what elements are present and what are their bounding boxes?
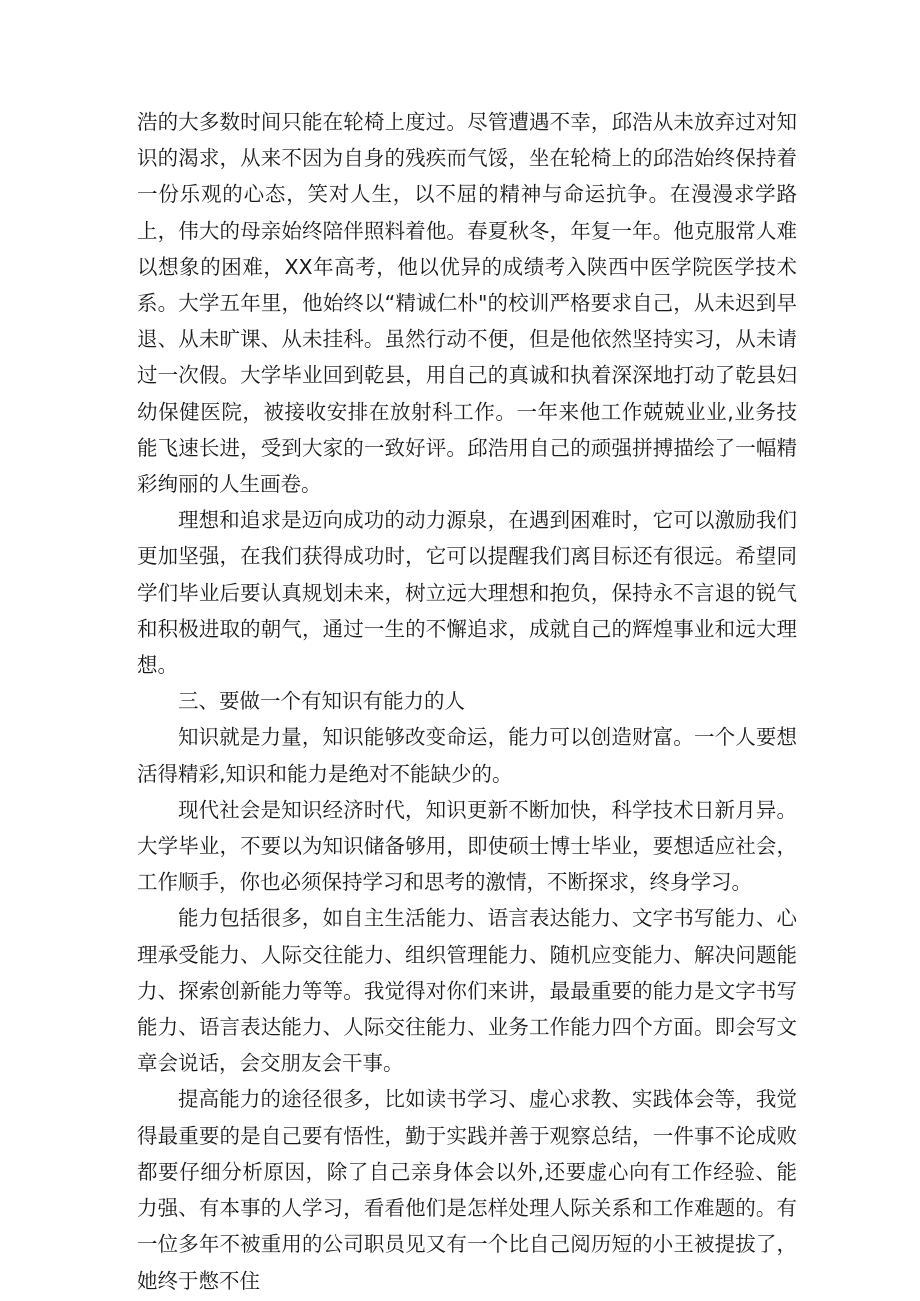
document-body	[137, 104, 797, 1299]
paragraph-knowledge: 知识就是力量，知识能够改变命运，能力可以创造财富。一个人要想活得精彩,知识和能力是绝对不能缺少的。	[137, 725, 797, 786]
paragraph-ideals: 理想和追求是迈向成功的动力源泉，在遇到困难时，它可以激励我们更加坚强，在我们获得成功时，它可以提醒我们离目标还有很远。希望同学们毕业后要认真规划未来，树立远大理想和抱负，保持永不言退的锐气和积极进取的朝气，通过一生的不懈追求，成就自己的辉煌事业和远大理想。	[137, 508, 797, 678]
section-heading: 三、要做一个有知识有能力的人	[178, 689, 465, 714]
paragraph-abilities: 能力包括很多，如自主生活能力、语言表达能力、文字书写能力、心理承受能力、人际交往能力、组织管理能力、随机应变能力、解决问题能力、探索创新能力等等。我觉得对你们来讲，最最重要的能力是文字书写能力、语言表达能力、人际交往能力、业务工作能力四个方面。即会写文章会说话，会交朋友会干事。	[137, 906, 797, 1076]
paragraph-improve-ability: 提高能力的途径很多，比如读书学习、虚心求教、实践体会等，我觉得最重要的是自己要有悟性，勤于实践并善于观察总结，一件事不论成败都要仔细分析原因，除了自己亲身体会以外,还要虚心向有工作经验、能力强、有本事的人学习，看看他们是怎样处理人际关系和工作难题的。有一位多年不被重用的公司职员见又有一个比自己阅历短的小王被提拔了，她终于憋不住	[137, 1087, 797, 1293]
paragraph-modern-society: 现代社会是知识经济时代，知识更新不断加快，科学技术日新月异。大学毕业，不要以为知识储备够用，即使硕士博士毕业，要想适应社会，工作顺手，你也必须保持学习和思考的激情，不断探求，终身学习。	[137, 797, 797, 895]
paragraph-continuation: 浩的大多数时间只能在轮椅上度过。尽管遭遇不幸，邱浩从未放弃过对知识的渴求，从来不因为自身的残疾而气馁，坐在轮椅上的邱浩始终保持着一份乐观的心态，笑对人生，以不屈的精神与命运抗争。在漫漫求学路上，伟大的母亲始终陪伴照料着他。春夏秋冬，年复一年。他克服常人难以想象的困难，XX年高考，他以优异的成绩考入陕西中医学院医学技术系。大学五年里，他始终以“精诚仁朴"的校训严格要求自己，从未迟到早退、从未旷课、从未挂科。虽然行动不便，但是他依然坚持实习，从未请过一次假。大学毕业回到乾县，用自己的真诚和执着深深地打动了乾县妇幼保健医院，被接收安排在放射科工作。一年来他工作兢兢业业,业务技能飞速长进，受到大家的一致好评。邱浩用自己的顽强拼搏描绘了一幅精彩绚丽的人生画卷。	[137, 110, 797, 497]
